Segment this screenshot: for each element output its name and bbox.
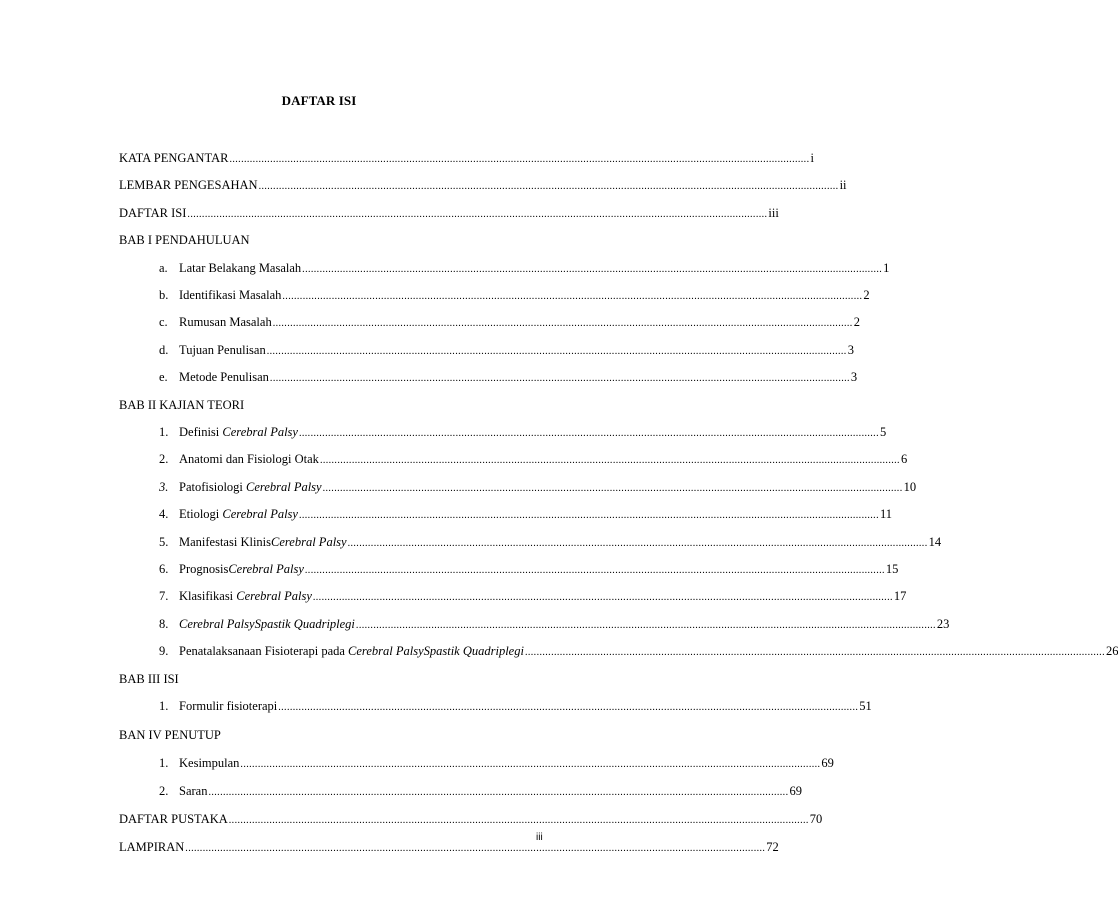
toc-entry-number: 5. <box>159 535 169 549</box>
toc-entry-label: DAFTAR ISI <box>119 206 187 220</box>
toc-page-number: 14 <box>928 535 942 549</box>
toc-subentry <box>159 260 890 276</box>
toc-leader-dots: ........................................................................................................................................................................................................ <box>229 154 810 165</box>
toc-entry-label: Latar Belakang Masalah <box>179 261 302 275</box>
toc-page-number: i <box>810 151 814 165</box>
toc-heading: BAB I PENDAHULUAN <box>119 233 250 247</box>
toc-entry-italic-term: Cerebral Palsy <box>228 562 304 576</box>
toc-entry-label: Anatomi dan Fisiologi Otak <box>179 452 319 466</box>
toc-entry-label <box>179 616 355 632</box>
toc-page-number: 23 <box>936 617 950 631</box>
toc-leader-dots: ........................................................................................................................................................................................................ <box>228 815 809 826</box>
toc-entry <box>119 150 814 166</box>
page-title: DAFTAR ISI <box>281 93 357 108</box>
toc-leader-dots: ........................................................................................................................................................................................................ <box>187 209 768 220</box>
toc-leader-dots: ........................................................................................................................................................................................................ <box>185 843 766 854</box>
toc-leader-dots: ........................................................................................................................................................................................................ <box>266 346 847 357</box>
toc-entry-number: 4. <box>159 507 169 521</box>
toc-entry-label: Klasifikasi Cerebral Palsy <box>179 589 312 603</box>
toc-page-number: 10 <box>903 480 917 494</box>
toc-subentry <box>159 287 870 303</box>
toc-page-number: 15 <box>885 562 899 576</box>
toc-entry <box>119 177 847 193</box>
toc-entry-italic-term: Cerebral Palsy <box>222 425 298 439</box>
toc-entry-number: e. <box>159 370 168 384</box>
toc-subentry <box>159 369 858 385</box>
toc-heading: BAB II KAJIAN TEORI <box>119 398 245 412</box>
toc-leader-dots: ........................................................................................................................................................................................................ <box>278 702 859 713</box>
toc-page-number: 11 <box>879 507 893 521</box>
toc-entry <box>119 811 823 827</box>
toc-page-number: 17 <box>893 589 907 603</box>
toc-subentry <box>159 314 860 330</box>
toc-entry <box>119 205 779 221</box>
toc-leader-dots: ........................................................................................................................................................................................................ <box>524 647 1105 658</box>
toc-subentry <box>159 479 917 495</box>
toc-entry-number: 3. <box>159 480 169 494</box>
toc-page-number: 3 <box>850 370 858 384</box>
toc-leader-dots: ........................................................................................................................................................................................................ <box>312 592 893 603</box>
toc-entry-number: 6. <box>159 562 169 576</box>
toc-page-number: 5 <box>879 425 887 439</box>
toc-page-number: 2 <box>863 288 870 302</box>
toc-subentry <box>159 424 887 440</box>
toc-entry-label: Penatalaksanaan Fisioterapi pada Cerebral PalsySpastik Quadriplegi <box>179 644 524 658</box>
toc-subentry <box>159 783 802 799</box>
toc-leader-dots: ........................................................................................................................................................................................................ <box>208 787 789 798</box>
toc-leader-dots: ........................................................................................................................................................................................................ <box>282 291 863 302</box>
toc-page-number: 1 <box>883 261 890 275</box>
toc-heading: BAN IV PENUTUP <box>119 728 221 742</box>
toc-entry-label: Formulir fisioterapi <box>179 699 278 713</box>
toc-page-number: 2 <box>853 315 860 329</box>
toc-subentry <box>159 534 942 550</box>
toc-page-number: 69 <box>789 784 802 798</box>
toc-entry-number: d. <box>159 343 169 357</box>
toc-subentry <box>159 451 908 467</box>
toc-page-number: ii <box>839 178 847 192</box>
toc-entry-label: PrognosisCerebral Palsy <box>179 562 304 576</box>
toc-entry-number: 2. <box>159 452 169 466</box>
toc-entry-italic-term: Cerebral Palsy <box>246 480 322 494</box>
toc-subentry <box>159 643 1118 659</box>
toc-entry-number: 8. <box>159 617 169 631</box>
toc-entry-number: 2. <box>159 784 169 798</box>
toc-leader-dots: ........................................................................................................................................................................................................ <box>272 318 853 329</box>
toc-leader-dots: ........................................................................................................................................................................................................ <box>355 620 936 631</box>
toc-entry-label: Saran <box>179 784 208 798</box>
toc-entry-number: 1. <box>159 699 169 713</box>
toc-leader-dots: ........................................................................................................................................................................................................ <box>302 264 883 275</box>
toc-subentry <box>159 698 872 714</box>
toc-leader-dots: ........................................................................................................................................................................................................ <box>269 373 850 384</box>
toc-subentry <box>159 506 893 522</box>
toc-subentry <box>159 561 899 577</box>
toc-entry-label: Metode Penulisan <box>179 370 269 384</box>
toc-entry-number: 7. <box>159 589 169 603</box>
toc-leader-dots: ........................................................................................................................................................................................................ <box>298 428 879 439</box>
toc-entry-label: Identifikasi Masalah <box>179 288 282 302</box>
toc-entry-number: b. <box>159 288 169 302</box>
toc-entry-label: Rumusan Masalah <box>179 315 272 329</box>
toc-entry-label: LEMBAR PENGESAHAN <box>119 178 258 192</box>
toc-entry-label: Tujuan Penulisan <box>179 343 266 357</box>
toc-entry-label: DAFTAR PUSTAKA <box>119 812 228 826</box>
toc-page-number: 72 <box>766 840 779 854</box>
toc-page-number: 69 <box>821 756 834 770</box>
toc-entry-label: Definisi Cerebral Palsy <box>179 425 298 439</box>
toc-page-number: iii <box>768 206 779 220</box>
toc-page-number: 3 <box>847 343 854 357</box>
toc-entry-italic-term: Cerebral PalsySpastik Quadriplegi <box>179 617 355 631</box>
toc-leader-dots: ........................................................................................................................................................................................................ <box>240 759 821 770</box>
toc-leader-dots: ........................................................................................................................................................................................................ <box>322 483 903 494</box>
toc-entry-label: KATA PENGANTAR <box>119 151 229 165</box>
toc-page-number: 51 <box>859 699 872 713</box>
toc-page-number: 6 <box>900 452 908 466</box>
toc-entry-number: c. <box>159 315 168 329</box>
page-number: iii <box>536 832 543 843</box>
toc-leader-dots: ........................................................................................................................................................................................................ <box>319 455 900 466</box>
toc-heading: BAB III ISI <box>119 672 179 686</box>
toc-entry-italic-term: Cerebral PalsySpastik Quadriplegi <box>348 644 524 658</box>
toc-subentry <box>159 755 834 771</box>
toc-entry-italic-term: Cerebral Palsy <box>236 589 312 603</box>
toc-leader-dots: ........................................................................................................................................................................................................ <box>298 510 879 521</box>
toc-entry-italic-term: Cerebral Palsy <box>271 535 347 549</box>
toc-entry-label: LAMPIRAN <box>119 840 185 854</box>
toc-entry-label: Etiologi Cerebral Palsy <box>179 507 298 521</box>
toc-entry-number: 1. <box>159 425 169 439</box>
toc-page-number: 26 <box>1105 644 1118 658</box>
toc-leader-dots: ........................................................................................................................................................................................................ <box>258 181 839 192</box>
toc-entry-number: 9. <box>159 644 169 658</box>
toc-entry-label: Manifestasi KlinisCerebral Palsy <box>179 535 347 549</box>
toc-leader-dots: ........................................................................................................................................................................................................ <box>347 538 928 549</box>
toc-subentry <box>159 588 907 604</box>
toc-entry-number: a. <box>159 261 168 275</box>
toc-entry-label: Patofisiologi Cerebral Palsy <box>179 480 322 494</box>
toc-entry-label: Kesimpulan <box>179 756 240 770</box>
toc-page-number: 70 <box>809 812 823 826</box>
toc-entry-italic-term: Cerebral Palsy <box>222 507 298 521</box>
toc-entry-number: 1. <box>159 756 169 770</box>
toc-entry <box>119 839 779 855</box>
toc-subentry <box>159 616 950 632</box>
toc-leader-dots: ........................................................................................................................................................................................................ <box>304 565 885 576</box>
toc-subentry <box>159 342 854 358</box>
